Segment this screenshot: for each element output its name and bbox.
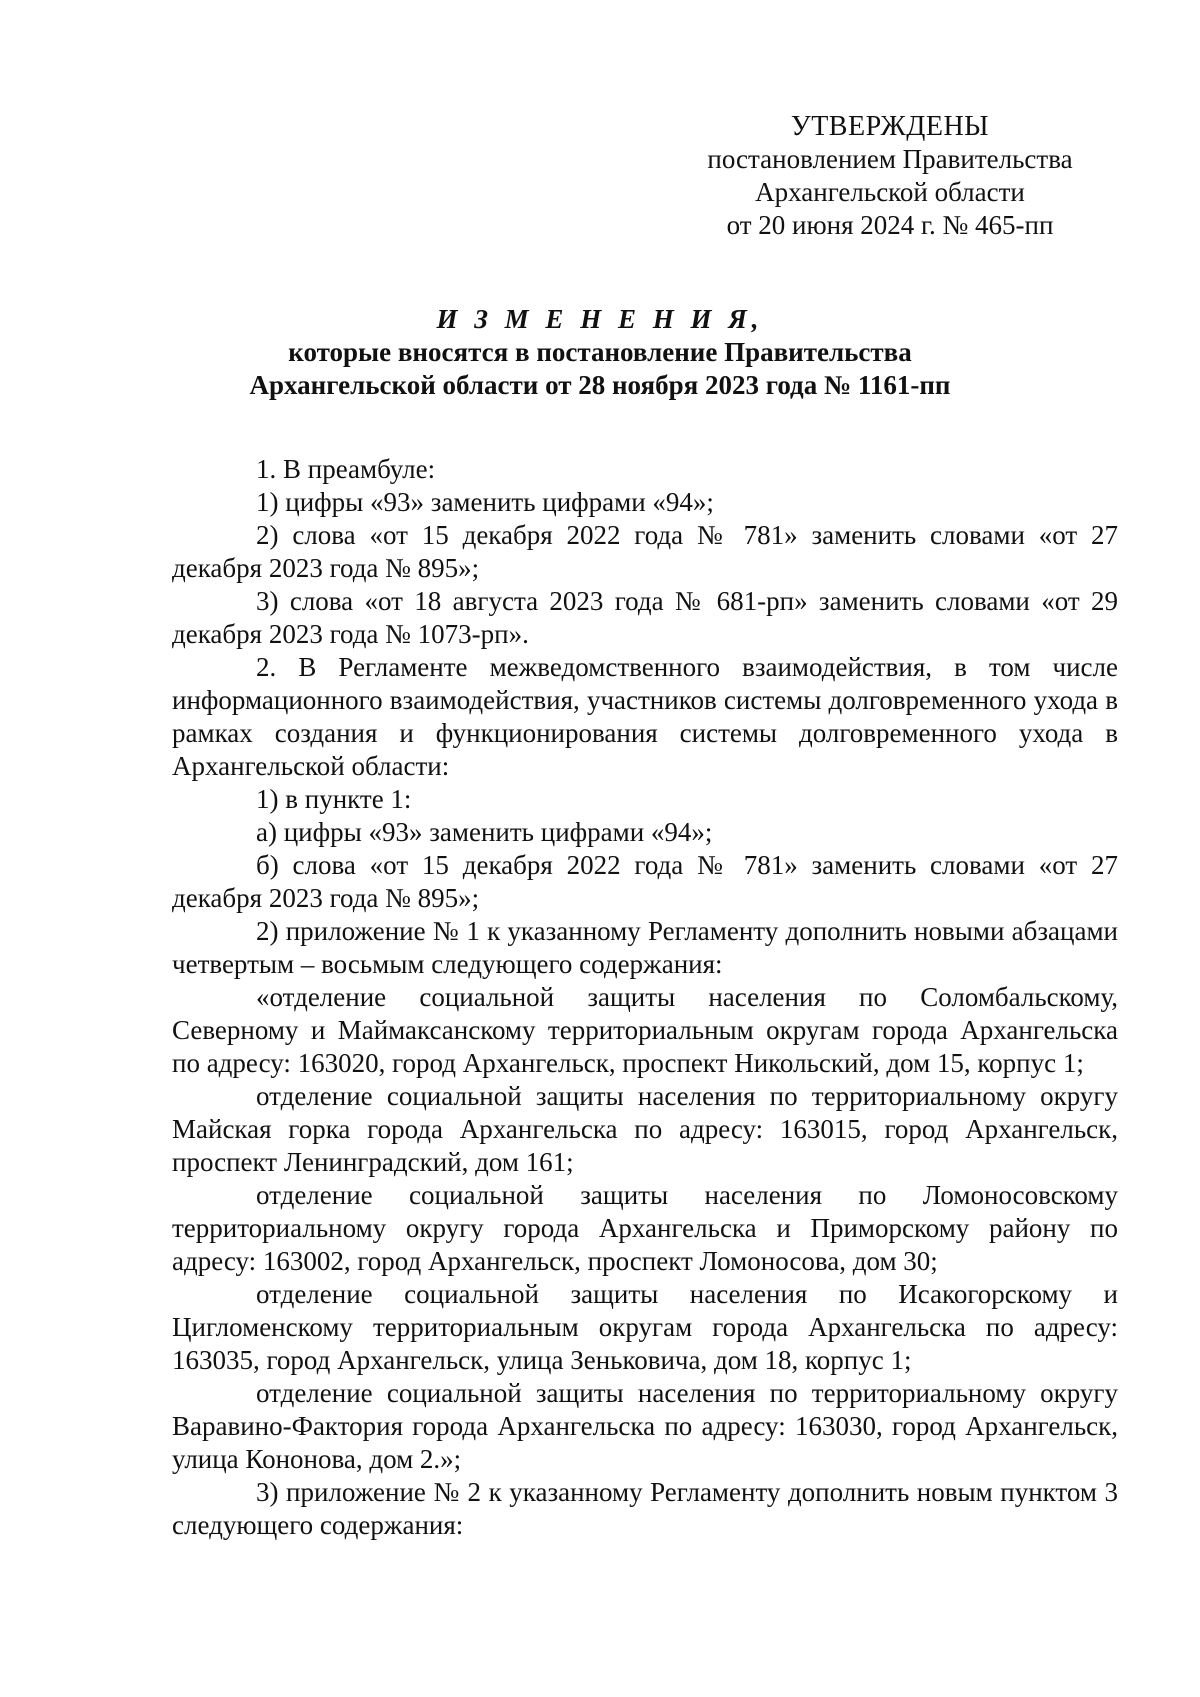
paragraph-address: отделение социальной защиты населения по Ломоносовскому территориальному округу города Архангельска и Приморскому району по адресу: 163002, город Архангельск, проспект Ломоносова, дом 30; [172,1180,1118,1276]
paragraph-preamble: 1. В преамбуле: [256,454,436,484]
paragraph-subitem: а) цифры «93» заменить цифрами «94»; [256,817,713,847]
approval-title: УТВЕРЖДЕНЫ [790,111,990,142]
document-subtitle-line-2: Архангельской области от 28 ноября 2023 года № 1161-пп [249,370,951,400]
document-subtitle-line-1: которые вносятся в постановление Правительства [288,337,912,367]
document-title: И З М Е Н Е Н И Я, [436,304,764,334]
approval-line-2: Архангельской области [755,177,1025,207]
paragraph-address: «отделение социальной защиты населения по Соломбальскому, Северному и Маймаксанскому территориальным округам города Архангельска по адресу: 163020, город Архангельск, проспект Никольский, дом 15, корпус 1; [172,982,1118,1078]
paragraph-item: 1) в пункте 1: [256,784,412,814]
paragraph-address: отделение социальной защиты населения по территориальному округу Майская горка города Архангельска по адресу: 163015, город Архангельск, проспект Ленинградский, дом 161; [172,1081,1118,1177]
paragraph-item: 2) приложение № 1 к указанному Регламенту дополнить новыми абзацами четвертым – восьмым следующего содержания: [172,916,1118,979]
paragraph-item: 1) цифры «93» заменить цифрами «94»; [256,487,714,517]
paragraph-address: отделение социальной защиты населения по Исакогорскому и Цигломенскому территориальным округам города Архангельска по адресу: 163035, город Архангельск, улица Зеньковича, дом 18, корпус 1; [172,1279,1118,1375]
paragraph-item: 3) приложение № 2 к указанному Регламенту дополнить новым пунктом 3 следующего содержания: [172,1477,1118,1540]
paragraph-address: отделение социальной защиты населения по территориальному округу Варавино-Фактория города Архангельска по адресу: 163030, город Архангельск, улица Кононова, дом 2.»; [172,1378,1118,1474]
paragraph-section: 2. В Регламенте межведомственного взаимодействия, в том числе информационного взаимодействия, участников системы долговременного ухода в рамках создания и функционирования системы долговременного ухода в Архангельской области: [172,652,1118,781]
approval-line-3: от 20 июня 2024 г. № 465-пп [726,210,1054,240]
approval-stamp [690,110,1090,242]
document-heading [170,303,1030,402]
paragraph-item: 3) слова «от 18 августа 2023 года № 681-рп» заменить словами «от 29 декабря 2023 года № 1073-рп». [172,586,1118,649]
approval-line-1: постановлением Правительства [707,144,1073,174]
document-body [172,453,1118,1542]
paragraph-item: 2) слова «от 15 декабря 2022 года № 781» заменить словами «от 27 декабря 2023 года № 895»; [172,520,1118,583]
paragraph-subitem: б) слова «от 15 декабря 2022 года № 781» заменить словами «от 27 декабря 2023 года № 895»; [172,850,1118,913]
